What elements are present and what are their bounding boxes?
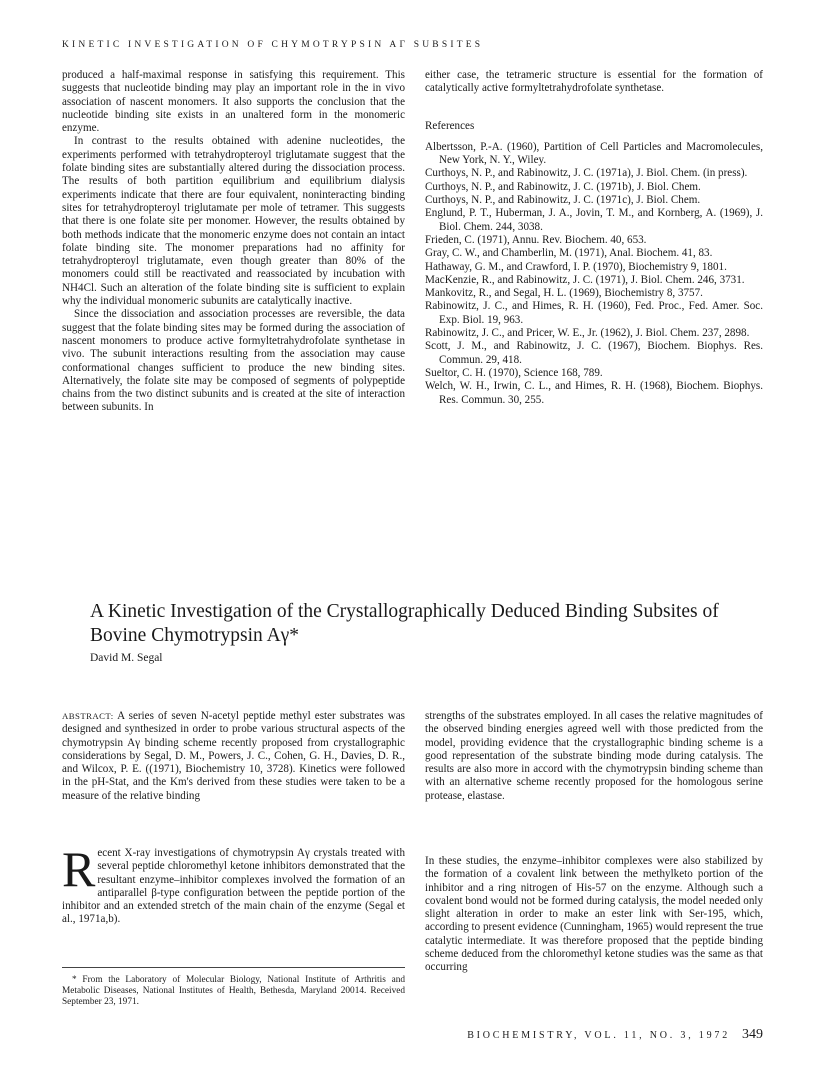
paragraph: In these studies, the enzyme–inhibitor complexes were also stabilized by the formation of a covalent link between the methylketo portion of the inhibitor and a ring nitrogen of His-57 on the enzyme. Although such a covalent bond would not be formed during catalysis, the model needed only slight alteration in order to make an ester link with Ser-195, which, according to present evidence (Cunningham, 1965) would represent the true catalytic intermediate. It was therefore proposed that the peptide binding scheme deduced from the chloromethyl ketone studies was the same as that occurring bbox=[425, 855, 763, 974]
footnote-text: * From the Laboratory of Molecular Biology, National Institute of Arthritis and Metabolic Diseases, National Institutes of Health, Bethesda, Maryland 20014. Received September 23, 1971. bbox=[62, 975, 405, 1007]
reference-entry: Mankovitz, R., and Segal, H. L. (1969), Biochemistry 8, 3757. bbox=[425, 287, 703, 300]
reference-entry: Rabinowitz, J. C., and Himes, R. H. (1960), Fed. Proc., Fed. Amer. Soc. Exp. Biol. 19, 963. bbox=[425, 300, 763, 326]
abstract-paragraph: strengths of the substrates employed. In all cases the relative magnitudes of the observed binding energies agreed well with those predicted from the model, providing evidence that the crystallographic binding scheme is a good representation of the substrate binding mode during catalysis. The results are also more in accord with the chymotrypsin binding scheme than with an alternative scheme recently proposed for the homologous serine protease, elastase. bbox=[425, 710, 763, 802]
intro-paragraph bbox=[62, 841, 405, 927]
reference-entry: Scott, J. M., and Rabinowitz, J. C. (1967), Biochem. Biophys. Res. Commun. 29, 418. bbox=[425, 340, 763, 366]
abstract-label: ABSTRACT: bbox=[62, 711, 114, 721]
reference-entry: MacKenzie, R., and Rabinowitz, J. C. (1971), J. Biol. Chem. 246, 3731. bbox=[425, 273, 745, 286]
abstract-left-column bbox=[62, 710, 405, 803]
references-heading: References bbox=[425, 119, 475, 132]
reference-entry: Englund, P. T., Huberman, J. A., Jovin, T. M., and Kornberg, A. (1969), J. Biol. Chem. 244, 3038. bbox=[425, 207, 763, 233]
reference-entry: Curthoys, N. P., and Rabinowitz, J. C. (1971c), J. Biol. Chem. bbox=[425, 194, 701, 207]
running-head: KINETIC INVESTIGATION OF CHYMOTRYPSIN AΓ SUBSITES bbox=[62, 40, 484, 50]
journal-citation: BIOCHEMISTRY, VOL. 11, NO. 3, 1972 bbox=[467, 1030, 730, 1041]
reference-entry: Rabinowitz, J. C., and Pricer, W. E., Jr. (1962), J. Biol. Chem. 237, 2898. bbox=[425, 327, 750, 340]
drop-cap: R bbox=[62, 841, 96, 897]
paragraph: either case, the tetrameric structure is essential for the formation of catalytically active formyltetrahydrofolate synthetase. bbox=[425, 69, 763, 95]
page-number: 349 bbox=[742, 1027, 763, 1042]
reference-entry: Sueltor, C. H. (1970), Science 168, 789. bbox=[425, 366, 603, 379]
references-list bbox=[425, 141, 763, 407]
abstract-paragraph bbox=[62, 710, 405, 803]
body-right-column bbox=[425, 855, 763, 975]
abstract-right-column bbox=[425, 710, 763, 803]
footnote-divider bbox=[62, 967, 405, 968]
intro-text: ecent X-ray investigations of chymotrypsin Aγ crystals treated with several peptide chloromethyl ketone inhibitors demonstrated that the resultant enzyme–inhibitor complexes involved the formation of an antiparallel β-type configuration between the peptide portion of the inhibitor and an extended stretch of the main chain of the enzyme (Segal et al., 1971a,b). bbox=[62, 847, 405, 926]
article-title: A Kinetic Investigation of the Crystallographically Deduced Binding Subsites of Bovine Chymotrypsin Aγ* bbox=[90, 601, 719, 646]
reference-entry: Gray, C. W., and Chamberlin, M. (1971), Anal. Biochem. 41, 83. bbox=[425, 247, 713, 260]
paragraph: produced a half-maximal response in satisfying this requirement. This suggests that nucleotide binding may play an important role in the in vivo association of nascent monomers. It also supports the conclusion that the nucleotide binding site exists in an unaltered form in the monomeric enzyme. bbox=[62, 69, 405, 135]
author-name: David M. Segal bbox=[90, 652, 163, 664]
left-column-continued-text bbox=[62, 69, 405, 415]
footnote bbox=[62, 975, 405, 1008]
reference-entry: Frieden, C. (1971), Annu. Rev. Biochem. 40, 653. bbox=[425, 233, 647, 246]
reference-entry: Curthoys, N. P., and Rabinowitz, J. C. (1971a), J. Biol. Chem. (in press). bbox=[425, 167, 748, 180]
reference-entry: Hathaway, G. M., and Crawford, I. P. (1970), Biochemistry 9, 1801. bbox=[425, 260, 727, 273]
right-column-top bbox=[425, 69, 763, 407]
abstract-text: A series of seven N-acetyl peptide methyl ester substrates was designed and synthesized in order to probe various structural aspects of the chymotrypsin Aγ binding scheme recently proposed from crystallographic considerations by Segal, D. M., Powers, J. C., Cohen, G. H., Davies, D. R., and Wilcox, P. E. ((1971), Biochemistry 10, 3728). Kinetics were followed in the pH-Stat, and the Km's derived from these studies were taken to be a measure of the relative binding bbox=[62, 710, 406, 802]
reference-entry: Curthoys, N. P., and Rabinowitz, J. C. (1971b), J. Biol. Chem. bbox=[425, 180, 701, 193]
reference-entry: Albertsson, P.-A. (1960), Partition of Cell Particles and Macromolecules, New York, N. Y., Wiley. bbox=[425, 140, 763, 167]
page-footer bbox=[425, 1027, 763, 1043]
paragraph: Since the dissociation and association processes are reversible, the data suggest that the folate binding sites may be formed during the association of nascent monomers to produce active formyltetrahydrofolate synthetase in vivo. The subunit interactions resulting from the association may cause conformational changes sufficient to produce the new binding sites. Alternatively, the folate site may be composed of segments of polypeptide chains from the two distinct subunits and is created at the site of interaction between subunits. In bbox=[62, 308, 405, 414]
paragraph: In contrast to the results obtained with adenine nucleotides, the experiments performed with tetrahydropteroyl triglutamate suggest that the folate binding sites are substantially altered during the dissociation process. The results of both partition equilibrium and equilibrium dialysis experiments indicate that there are four equivalent, noninteracting binding sites for tetrahydropteroyl triglutamate per mole of tetramer. This suggests that there is one folate site per monomer. However, the results obtained by both methods indicate that the monomeric enzyme does not contain an intact folate binding site. The monomer preparations had no affinity for tetrahydropteroyl triglutamate, even though greater than 80% of the monomers could still be reactivated and reassociated by incubation with NH4Cl. Such an alteration of the folate binding site is sufficient to explain why the individual monomeric subunits are catalytically inactive. bbox=[62, 135, 405, 308]
body-left-column bbox=[62, 841, 405, 927]
reference-entry: Welch, W. H., Irwin, C. L., and Himes, R. H. (1968), Biochem. Biophys. Res. Commun. 30, 255. bbox=[425, 380, 763, 406]
